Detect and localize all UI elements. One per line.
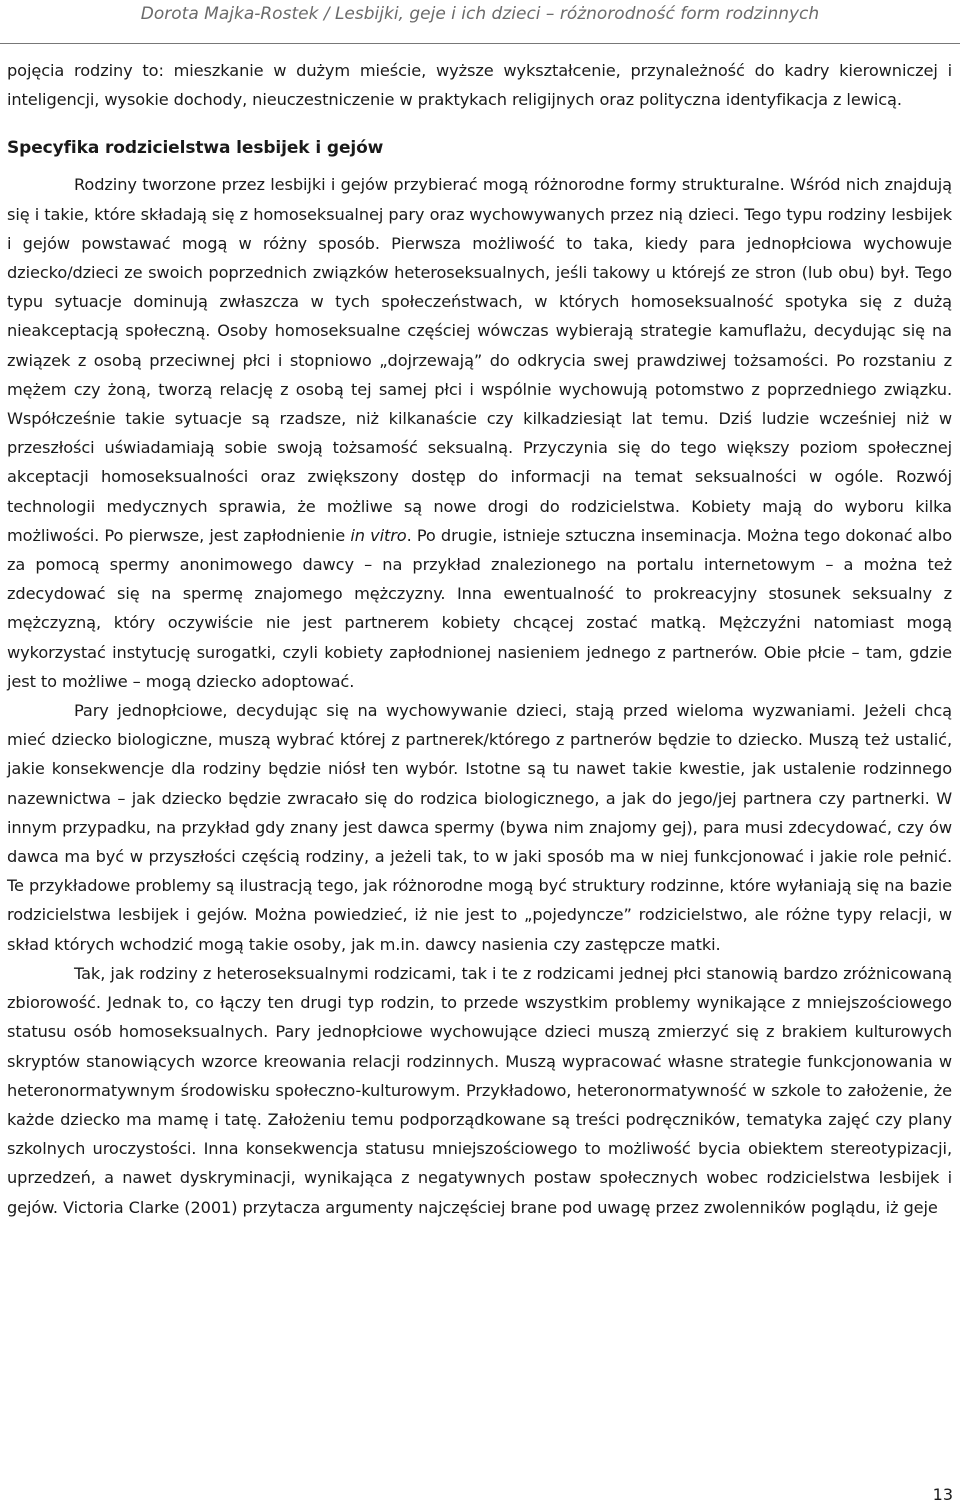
paragraph-text: . Po drugie, istnieje sztuczna inseminacja. Można tego dokonać albo za pomocą spermy anonimowego dawcy – na przykład znalezionego na portalu internetowym – a można też zdecydować się na spermę znajomego mężczyzny. Inna ewentualność to prokreacyjny stosunek seksualny z mężczyzną, który oczywiście nie jest partnerem kobiety chcącej zostać matką. Mężczyźni natomiast mogą wykorzystać instytucję surogatki, czyli kobiety zapłodnionej nasieniem jednego z partnerów. Obie płcie – tam, gdzie jest to możliwe – mogą dziecko adoptować. [7,525,952,691]
running-header: Dorota Majka-Rostek / Lesbijki, geje i ich dzieci – różnorodność form rodzinnych [0,0,960,44]
paragraph-text: Rodziny tworzone przez lesbijki i gejów przybierać mogą różnorodne formy strukturalne. Wśród nich znajdują się i takie, które składają się z homoseksualnej pary oraz wychowywanych przez nią dzieci. Tego typu rodziny lesbijek i gejów powstawać mogą w różny sposób. Pierwsza możliwość to taka, kiedy para jednopłciowa wychowuje dziecko/dzieci ze swoich poprzednich związków heteroseksualnych, jeśli takowy u którejś ze stron (lub obu) był. Tego typu sytuacje dominują zwłaszcza w tych społeczeństwach, w których homoseksualność spotyka się z dużą nieakceptacją społeczną. Osoby homoseksualne częściej wówczas wybierają strategie kamuflażu, decydując się na związek z osobą przeciwnej płci i stopniowo „dojrzewają” do odkrycia swej prawdziwej tożsamości. Po rozstaniu z mężem czy żoną, tworzą relację z osobą tej samej płci i wspólnie wychowują potomstwo z poprzedniego związku. Współcześnie takie sytuacje są rzadsze, niż kilkanaście czy kilkadziesiąt lat temu. Dziś ludzie wcześniej niż w przeszłości uświadamiają sobie swoją tożsamość seksualną. Przyczynia się do tego większy poziom społecznej akceptacji homoseksualności oraz zwiększony dostęp do informacji na temat seksualności w ogóle. Rozwój technologii medycznych sprawia, że możliwe są nowe drogi do rodzicielstwa. Kobiety mają do wyboru kilka możliwości. Po pierwsze, jest zapłodnienie [7,175,952,545]
section-heading: Specyfika rodzicielstwa lesbijek i gejów [7,138,384,159]
paragraph-family-forms [7,170,952,696]
paragraph-minority-status: Tak, jak rodziny z heteroseksualnymi rodzicami, tak i te z rodzicami jednej płci stanowią bardzo zróżnicowaną zbiorowość. Jednak to, co łączy ten drugi typ rodzin, to przede wszystkim problemy wynikające z mniejszościowego statusu osób homoseksualnych. Pary jednopłciowe wychowujące dzieci muszą zmierzyć się z brakiem kulturowych skryptów stanowiących wzorce kreowania relacji rodzinnych. Muszą wypracować własne strategie funkcjonowania w heteronormatywnym środowisku społeczno-kulturowym. Przykładowo, heteronormatywność w szkole to założenie, że każde dziecko ma mamę i tatę. Założeniu temu podporządkowane są treści podręczników, tematyka zajęć czy plany szkolnych uroczystości. Inna konsekwencja statusu mniejszościowego to możliwość bycia obiektem stereotypizacji, uprzedzeń, a nawet dyskryminacji, wynikająca z negatywnych postaw społecznych wobec rodzicielstwa lesbijek i gejów. Victoria Clarke (2001) przytacza argumenty najczęściej brane pod uwagę przez zwolenników poglądu, iż geje [7,963,952,1217]
paragraph-continuation: pojęcia rodziny to: mieszkanie w dużym mieście, wyższe wykształcenie, przynależność do kadry kierowniczej i inteligencji, wysokie dochody, nieuczestniczenie w praktykach religijnych oraz polityczna identyfikacja z lewicą. [7,61,952,110]
italic-term: in vitro [350,525,407,545]
page-number: 13 [932,1485,953,1504]
document-body [7,56,952,1222]
paragraph-challenges: Pary jednopłciowe, decydując się na wychowywanie dzieci, stają przed wieloma wyzwaniami. Jeżeli chcą mieć dziecko biologiczne, muszą wybrać której z partnerek/którego z partnerów będzie to dziecko. Muszą też ustalić, jakie konsekwencje dla rodziny będzie niósł ten wybór. Istotne są tu nawet takie kwestie, jak ustalenie rodzinnego nazewnictwa – jak dziecko będzie zwracało się do rodzica biologicznego, a jak do jego/jej partnera czy partnerki. W innym przypadku, na przykład gdy znany jest dawca spermy (bywa nim znajomy gej), para musi zdecydować, czy ów dawca ma być w przyszłości częścią rodziny, a jeżeli tak, to w jaki sposób ma w niej funkcjonować i jakie role pełnić. Te przykładowe problemy są ilustracją tego, jak różnorodne mogą być struktury rodzinne, które wyłaniają się na bazie rodzicielstwa lesbijek i gejów. Można powiedzieć, iż nie jest to „pojedyncze” rodzicielstwo, ale różne typy relacji, w skład których wchodzić mogą takie osoby, jak m.in. dawcy nasienia czy zastępcze matki. [7,701,952,954]
